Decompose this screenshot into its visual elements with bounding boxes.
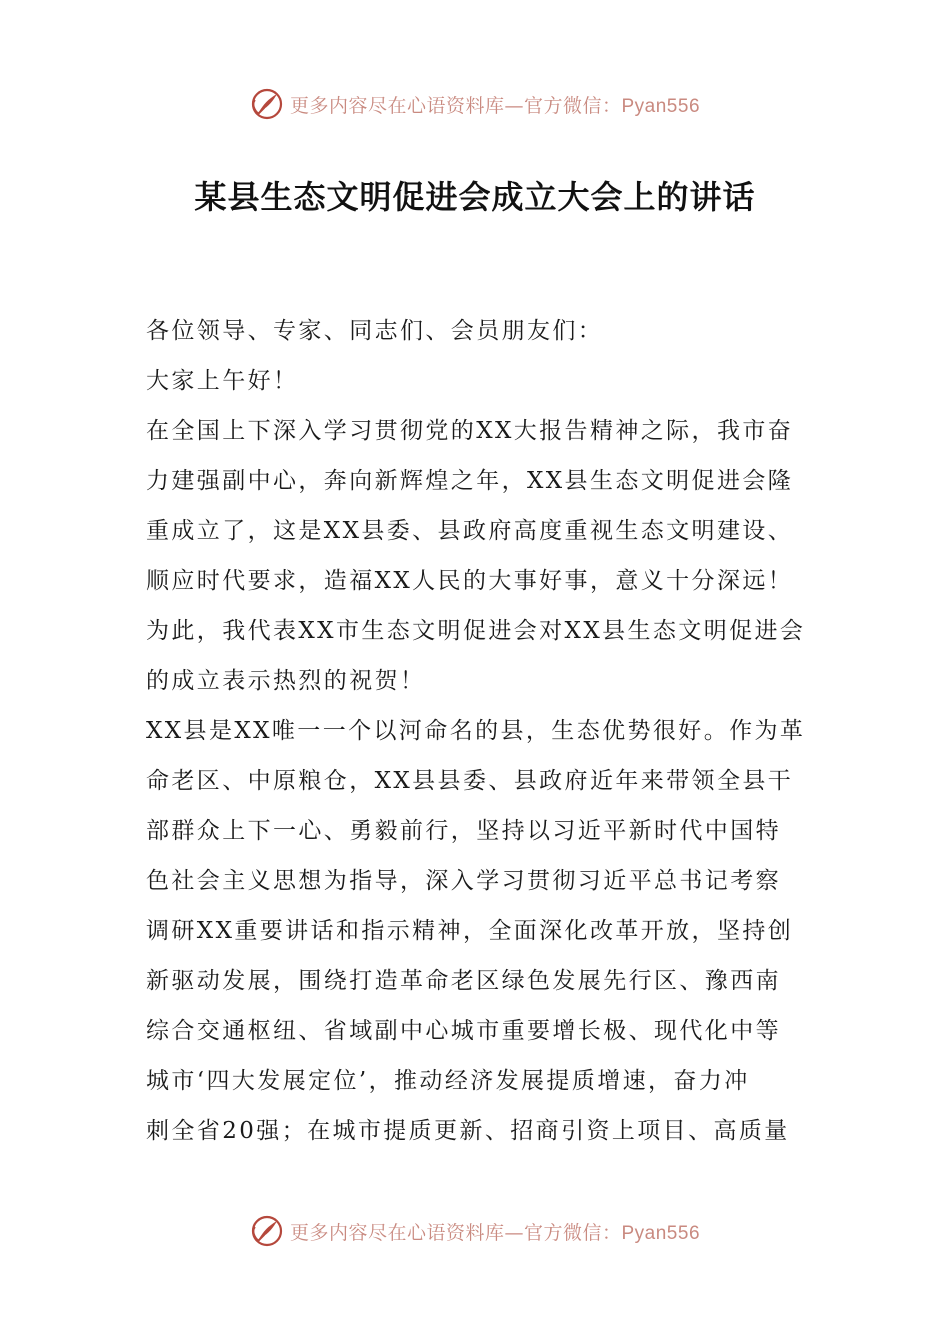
body-line: 力建强副中心，奔向新辉煌之年，XX县生态文明促进会隆: [146, 468, 794, 494]
body-line: 大家上午好！: [146, 368, 299, 394]
body-line: 新驱动发展，围绕打造革命老区绿色发展先行区、豫西南: [146, 968, 781, 994]
header-watermark: [0, 84, 950, 124]
body-line: 城市‘四大发展定位’，推动经济发展提质增速，奋力冲: [146, 1068, 750, 1094]
watermark-handle: Pyan556: [621, 95, 701, 117]
body-line: 部群众上下一心、勇毅前行，坚持以习近平新时代中国特: [146, 818, 781, 844]
body-line: 顺应时代要求，造福XX人民的大事好事，意义十分深远！: [146, 568, 794, 594]
document-title: 某县生态文明促进会成立大会上的讲话: [194, 178, 756, 216]
body-line: 色社会主义思想为指导，深入学习贯彻习近平总书记考察: [146, 868, 781, 894]
footer-watermark: [0, 1211, 950, 1251]
body-line: 为此，我代表XX市生态文明促进会对XX县生态文明促进会: [146, 618, 806, 644]
body-line: 各位领导、专家、同志们、会员朋友们：: [146, 318, 604, 344]
watermark-label: 更多内容尽在心语资料库—官方微信：: [289, 94, 622, 117]
watermark-label: 更多内容尽在心语资料库—官方微信：: [289, 1221, 622, 1244]
body-line: 命老区、中原粮仓，XX县县委、县政府近年来带领全县干: [146, 768, 794, 794]
body-line: 调研XX重要讲话和指示精神，全面深化改革开放，坚持创: [146, 918, 794, 944]
quill-logo-icon: [250, 1214, 284, 1248]
document-body: [146, 306, 806, 1156]
body-line: 刺全省20强；在城市提质更新、招商引资上项目、高质量: [146, 1118, 790, 1144]
watermark-handle: Pyan556: [621, 1222, 701, 1244]
quill-logo-icon: [250, 87, 284, 121]
body-line: 的成立表示热烈的祝贺！: [146, 668, 426, 694]
watermark-text: [290, 1218, 700, 1245]
watermark-text: [290, 91, 700, 118]
body-line: 综合交通枢纽、省域副中心城市重要增长极、现代化中等: [146, 1018, 781, 1044]
body-line: 重成立了，这是XX县委、县政府高度重视生态文明建设、: [146, 518, 794, 544]
body-line: XX县是XX唯一一个以河命名的县，生态优势很好。作为革: [146, 718, 806, 744]
body-line: 在全国上下深入学习贯彻党的XX大报告精神之际，我市奋: [146, 418, 794, 444]
